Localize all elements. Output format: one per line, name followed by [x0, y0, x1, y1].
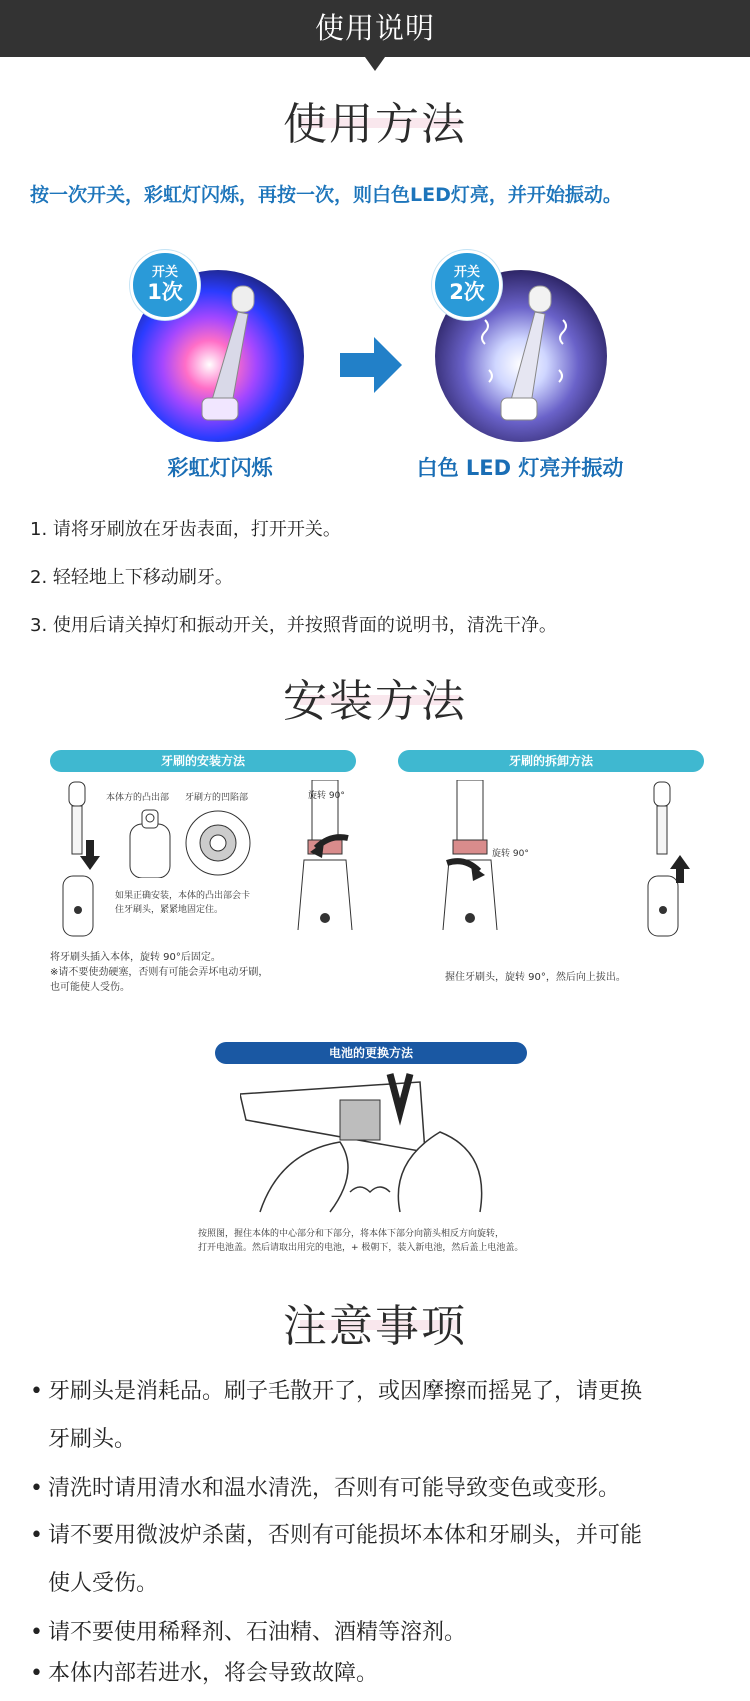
- note-3-line2: 使人受伤。: [48, 1571, 159, 1596]
- usage-step-2: 2. 轻轻地上下移动刷牙。: [30, 567, 233, 588]
- install-text-2: ※请不要使劲硬塞，否则有可能会弄坏电动牙刷，: [50, 967, 269, 978]
- body-bump-illustration: [120, 808, 180, 878]
- usage-step-1: 1. 请将牙刷放在牙齿表面，打开开关。: [30, 519, 341, 540]
- battery-text-1: 按照图，握住本体的中心部分和下部分，将本体下部分向箭头相反方向旋转，: [198, 1229, 505, 1239]
- page-header: [0, 0, 750, 57]
- arrow-up-icon: [670, 855, 690, 883]
- rainbow-caption: 彩虹灯闪烁: [167, 456, 273, 480]
- install-text-1: 将牙刷头插入本体，旋转 90°后固定。: [50, 952, 221, 963]
- battery-replacement-illustration: [240, 1072, 500, 1222]
- note-1-line1: 牙刷头是消耗品。刷子毛散开了，或因摩擦而摇晃了，请更换: [48, 1379, 643, 1404]
- brush-recess-illustration: [183, 808, 253, 878]
- note-item-5: [30, 1650, 720, 1698]
- note-3-line1: 请不要用微波炉杀菌，否则有可能损坏本体和牙刷头，并可能: [48, 1523, 643, 1548]
- note-item-1: [30, 1368, 720, 1464]
- battery-text-2: 打开电池盖。然后请取出用完的电池，+ 极朝下，装入新电池，然后盖上电池盖。: [198, 1243, 524, 1253]
- warn-line-1: 如果正确安装，本体的凸出部会卡: [115, 891, 251, 901]
- header-title: 使用说明: [314, 11, 435, 45]
- rotate-arrow-icon: [445, 855, 485, 885]
- label-rotate-1: 旋转 90°: [308, 791, 345, 801]
- badge2-bottom: 2次: [449, 280, 485, 304]
- usage-title: 使用方法: [283, 99, 467, 150]
- usage-intro: 按一次开关，彩虹灯闪烁，再按一次，则白色LED灯亮，并开始振动。: [30, 184, 622, 206]
- bullet: •: [30, 1620, 43, 1645]
- white-led-caption: 白色 LED 灯亮并振动: [416, 456, 624, 480]
- switch-twice-badge: [432, 250, 502, 320]
- bullet: •: [30, 1523, 43, 1548]
- usage-step-3: 3. 使用后请关掉灯和振动开关，并按照背面的说明书，清洗干净。: [30, 615, 557, 636]
- badge2-top: 开关: [453, 265, 480, 280]
- notes-title: 注意事项: [283, 1301, 467, 1352]
- remove-text: 握住牙刷头，旋转 90°，然后向上拔出。: [445, 972, 626, 983]
- arrow-down-icon: [80, 840, 100, 870]
- rotate-arrow-icon: [310, 832, 350, 862]
- label-rotate-2: 旋转 90°: [492, 849, 529, 859]
- install-text-3: 也可能使人受伤。: [50, 982, 130, 993]
- label-body-bump: 本体方的凸出部: [106, 793, 170, 803]
- badge1-bottom: 1次: [147, 280, 183, 304]
- install-title: 安装方法: [283, 676, 467, 727]
- switch-once-badge: [130, 250, 200, 320]
- note-1-line2: 牙刷头。: [48, 1427, 137, 1452]
- battery-pill: 电池的更换方法: [215, 1042, 527, 1064]
- warn-line-2: 住牙刷头，紧紧地固定住。: [115, 905, 224, 915]
- note-item-3: [30, 1512, 720, 1608]
- note-5-line1: 本体内部若进水，将会导致故障。: [48, 1661, 379, 1686]
- install-pill: 牙刷的安装方法: [50, 750, 356, 772]
- bullet: •: [30, 1379, 43, 1404]
- header-notch: [365, 57, 385, 71]
- label-brush-recess: 牙刷方的凹陷部: [185, 793, 249, 803]
- badge1-top: 开关: [151, 265, 178, 280]
- note-2-line1: 清洗时请用清水和温水清洗，否则有可能导致变色或变形。: [48, 1476, 621, 1501]
- bullet: •: [30, 1476, 43, 1501]
- arrow-right-icon: [340, 335, 404, 395]
- bullet: •: [30, 1661, 43, 1686]
- remove-pill: 牙刷的拆卸方法: [398, 750, 704, 772]
- note-4-line1: 请不要使用稀释剂、石油精、酒精等溶剂。: [48, 1620, 467, 1645]
- note-item-2: [30, 1465, 720, 1513]
